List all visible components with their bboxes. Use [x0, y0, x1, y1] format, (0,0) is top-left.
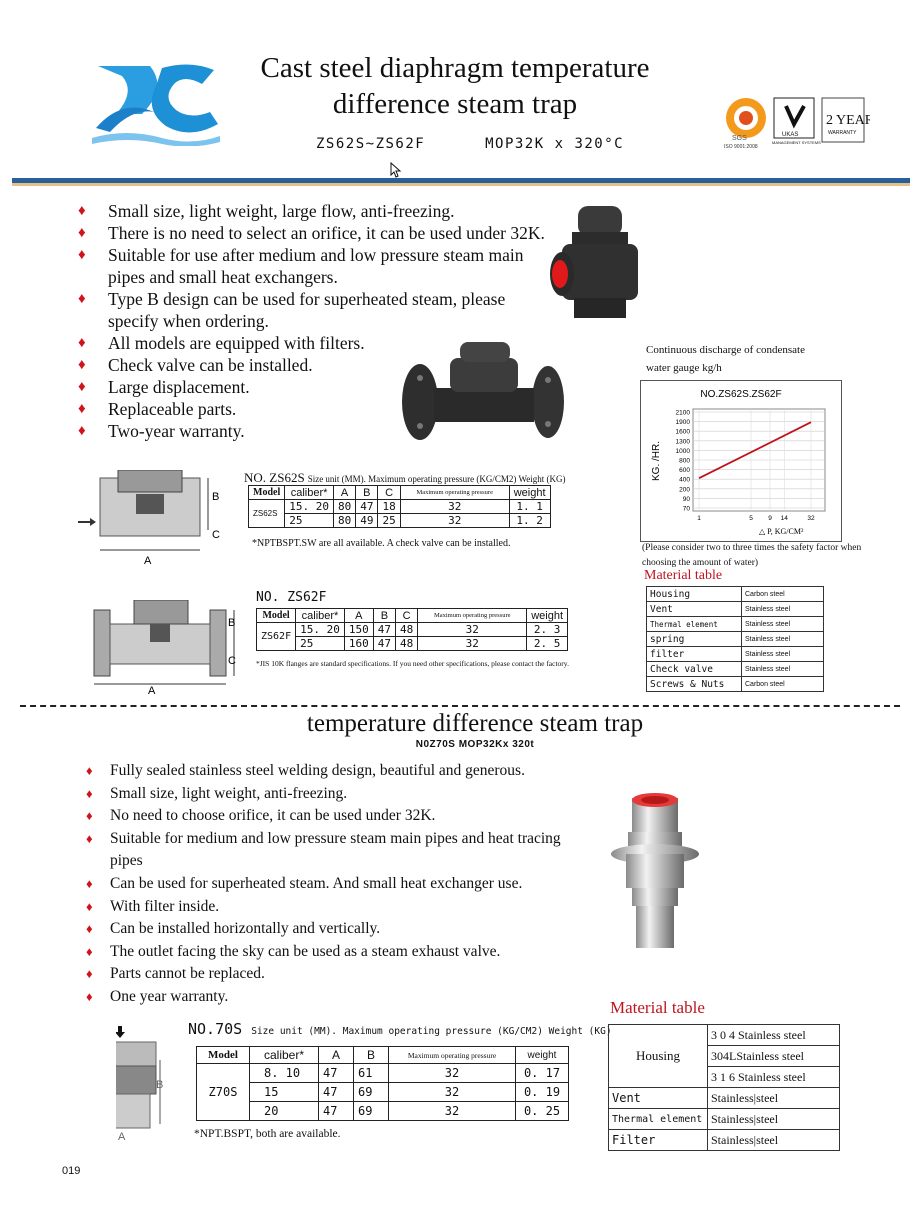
svg-text:2 YEAR: 2 YEAR — [826, 113, 870, 128]
page-number: 019 — [62, 1165, 81, 1177]
x-tick-label: 32 — [807, 515, 815, 522]
feature-item: ♦ Can be installed horizontally and vertically. — [86, 918, 586, 941]
feature-item: ♦ Suitable for medium and low pressure steam main pipes and heat tracing pipes — [86, 829, 561, 870]
bullet-diamond-icon: ♦ — [86, 921, 93, 937]
pressure-rating: MOP32K x 320°C — [485, 136, 625, 152]
bullet-diamond-icon: ♦ — [78, 401, 86, 417]
bullet-diamond-icon: ♦ — [78, 423, 86, 439]
zs62f-spec-table: Model caliber* A B C Maximum operating pressure weight ZS62F 15. 20 150 47 48 32 2. 3 25 160 47 48 32 2. 5 — [256, 608, 568, 651]
table-row: Housing Carbon steel — [647, 587, 824, 602]
table-row: 20 47 69 32 0. 25 — [197, 1102, 569, 1121]
table-row: Screws & Nuts Carbon steel — [647, 677, 824, 692]
material-table-2 — [608, 1024, 840, 1151]
bullet-diamond-icon: ♦ — [86, 943, 93, 959]
material-table-2-title: Material table — [610, 998, 705, 1017]
y-tick-label: 1000 — [675, 447, 690, 455]
bullet-diamond-icon: ♦ — [78, 291, 86, 307]
bullet-diamond-icon: ♦ — [78, 225, 86, 241]
feature-item: ♦ One year warranty. — [86, 986, 586, 1009]
feature-item: ♦ The outlet facing the sky can be used as a steam exhaust valve. — [86, 941, 586, 964]
page-title-line2: difference steam trap — [332, 88, 578, 120]
feature-item: ♦ All models are equipped with filters. — [78, 333, 365, 353]
model-rating-line — [316, 136, 624, 152]
feature-item: ♦ Replaceable parts. — [78, 399, 237, 419]
z70s-table-label: NO.70S Size unit (MM). Maximum operating pressure (KG/CM2) Weight (KG) — [188, 1020, 612, 1038]
table-row: Z70S 8. 10 47 61 32 0. 17 — [197, 1064, 569, 1083]
bullet-diamond-icon: ♦ — [78, 379, 86, 395]
svg-text:A: A — [148, 685, 156, 696]
feature-list-z70s — [86, 760, 586, 1009]
svg-text:C: C — [228, 655, 236, 667]
bullet-diamond-icon: ♦ — [86, 808, 93, 824]
feature-item: ♦ Check valve can be installed. — [78, 355, 313, 375]
discharge-chart-svg — [641, 381, 841, 541]
zs62s-table-note: *NPTBSPT.SW are all available. A check valve can be installed. — [252, 538, 511, 549]
svg-text:A: A — [144, 555, 152, 566]
zs62f-product-image — [400, 340, 568, 451]
x-tick-label: 5 — [749, 515, 753, 522]
y-tick-label: 90 — [682, 495, 690, 503]
certification-badges — [724, 94, 870, 154]
table-row: ZS62F 15. 20 150 47 48 32 2. 3 — [257, 623, 568, 637]
section-divider — [20, 705, 900, 707]
x-axis-label: △ P, KG/CM² — [759, 527, 804, 536]
table-row: filter Stainless steel — [647, 647, 824, 662]
table-row: 25 160 47 48 32 2. 5 — [257, 637, 568, 651]
zs62f-dimension-diagram — [88, 600, 248, 701]
section2-title: temperature difference steam trap — [306, 710, 644, 737]
feature-item: ♦ Parts cannot be replaced. — [86, 963, 586, 986]
bullet-diamond-icon: ♦ — [86, 875, 93, 891]
zs62f-table-note: *JIS 10K flanges are standard specifications. If you need other specifications, please contact the factory. — [256, 659, 569, 668]
svg-text:B: B — [228, 617, 236, 629]
svg-text:UKAS: UKAS — [782, 132, 799, 138]
feature-item: ♦ No need to choose orifice, it can be used under 32K. — [86, 805, 586, 828]
bullet-diamond-icon: ♦ — [86, 966, 93, 982]
feature-item: ♦ Can be used for superheated steam. And small heat exchanger use. — [86, 873, 586, 896]
table-row: 304LStainless steel — [609, 1046, 840, 1067]
table-row: spring Stainless steel — [647, 632, 824, 647]
feature-item: ♦ Large displacement. — [78, 377, 250, 397]
section2-subtitle: N0Z70S MOP32Kx 320t — [415, 739, 535, 750]
table-row: Vent Stainless|steel — [609, 1088, 840, 1109]
y-tick-label: 200 — [679, 486, 690, 494]
table-row: Thermal element Stainless steel — [647, 617, 824, 632]
feature-item: ♦ There is no need to select an orifice, it can be used under 32K. — [78, 223, 545, 243]
table-row: ZS62S 15. 20 80 47 18 32 1. 1 — [249, 500, 551, 514]
feature-item: ♦ Small size, light weight, large flow, anti-freezing. — [78, 201, 455, 221]
y-tick-label: 70 — [682, 505, 690, 513]
feature-item: ♦ Small size, light weight, anti-freezing. — [86, 783, 586, 806]
svg-text:MANAGEMENT SYSTEMS: MANAGEMENT SYSTEMS — [772, 140, 821, 145]
material-table-1 — [646, 586, 824, 692]
zs62s-spec-table: Model caliber* A B C Maximum operating pressure weight ZS62S 15. 20 80 47 18 32 1. 1 25 80 49 25 32 1. 2 — [248, 485, 551, 528]
x-tick-label: 14 — [780, 515, 788, 522]
table-row: Check valve Stainless steel — [647, 662, 824, 677]
page-title-line1: Cast steel diaphragm temperature — [260, 52, 650, 84]
bullet-diamond-icon: ♦ — [86, 763, 93, 778]
bullet-diamond-icon: ♦ — [78, 357, 86, 373]
feature-item: ♦ Fully sealed stainless steel welding design, beautiful and generous. — [86, 760, 586, 783]
bullet-diamond-icon: ♦ — [86, 785, 93, 801]
svg-text:WARRANTY: WARRANTY — [828, 130, 857, 136]
zs62s-product-image — [548, 204, 648, 335]
chart-footnote: (Please consider two to three times the safety factor when choosing the amount of water) — [642, 543, 862, 568]
bullet-diamond-icon: ♦ — [78, 335, 86, 351]
svg-text:SGS: SGS — [732, 135, 747, 142]
zs62s-table-label: NO. ZS62S Size unit (MM). Maximum operating pressure (KG/CM2) Weight (KG) — [244, 470, 566, 485]
chart-caption-line1: Continuous discharge of condensate — [646, 344, 805, 356]
bullet-diamond-icon: ♦ — [86, 988, 93, 1004]
table-row: Thermal element Stainless|steel — [609, 1109, 840, 1130]
chart-caption-line2: water gauge kg/h — [646, 362, 722, 374]
x-tick-label: 1 — [697, 515, 701, 522]
y-tick-label: 600 — [679, 467, 690, 475]
y-tick-label: 2100 — [675, 409, 690, 417]
header-divider-gold — [12, 183, 910, 186]
y-tick-label: 800 — [679, 457, 690, 465]
z70s-dimension-diagram — [116, 1024, 176, 1149]
svg-text:C: C — [212, 529, 220, 541]
z70s-product-image — [606, 790, 702, 961]
feature-item: ♦ Suitable for use after medium and low pressure steam main pipes and small heat exchangers. — [78, 245, 524, 287]
svg-text:ISO 9001:2008: ISO 9001:2008 — [724, 144, 758, 150]
table-row: 25 80 49 25 32 1. 2 — [249, 514, 551, 528]
bullet-diamond-icon: ♦ — [86, 898, 93, 914]
table-row: 15 47 69 32 0. 19 — [197, 1083, 569, 1102]
feature-item: ♦ With filter inside. — [86, 896, 586, 919]
bullet-diamond-icon: ♦ — [78, 247, 86, 263]
chart-title: NO.ZS62S.ZS62F — [700, 389, 782, 400]
z70s-table-note: *NPT.BSPT, both are available. — [194, 1128, 341, 1140]
discharge-chart — [640, 380, 842, 542]
feature-item: ♦ Two-year warranty. — [78, 421, 245, 441]
y-tick-label: 1300 — [675, 438, 690, 446]
table-row: Filter Stainless|steel — [609, 1130, 840, 1151]
table-row: Vent Stainless steel — [647, 602, 824, 617]
y-tick-label: 1600 — [675, 428, 690, 436]
svg-text:B: B — [156, 1079, 164, 1091]
table-row: 3 1 6 Stainless steel — [609, 1067, 840, 1088]
mouse-cursor-icon — [390, 162, 402, 183]
svg-text:A: A — [118, 1131, 126, 1143]
zs62s-dimension-diagram — [78, 470, 238, 571]
y-tick-label: 400 — [679, 476, 690, 484]
model-range: ZS62S~ZS62F — [316, 136, 426, 152]
zs62f-table-label: NO. ZS62F — [256, 590, 327, 605]
bullet-diamond-icon: ♦ — [78, 203, 86, 219]
material-table-1-title: Material table — [644, 568, 723, 583]
bullet-diamond-icon: ♦ — [86, 830, 93, 846]
table-row: Housing 3 0 4 Stainless steel — [609, 1025, 840, 1046]
y-tick-label: 1900 — [675, 419, 690, 427]
svg-text:B: B — [212, 491, 220, 503]
y-axis-label: KG. /HR. — [651, 440, 662, 482]
feature-item: ♦ Type B design can be used for superheated steam, please specify when ordering. — [78, 289, 506, 331]
x-tick-label: 9 — [768, 515, 772, 522]
z70s-spec-table: Model caliber* A B Maximum operating pressure weight Z70S 8. 10 47 61 32 0. 17 15 47 69 32 0. 19 20 47 69 32 0. 25 — [196, 1046, 569, 1121]
